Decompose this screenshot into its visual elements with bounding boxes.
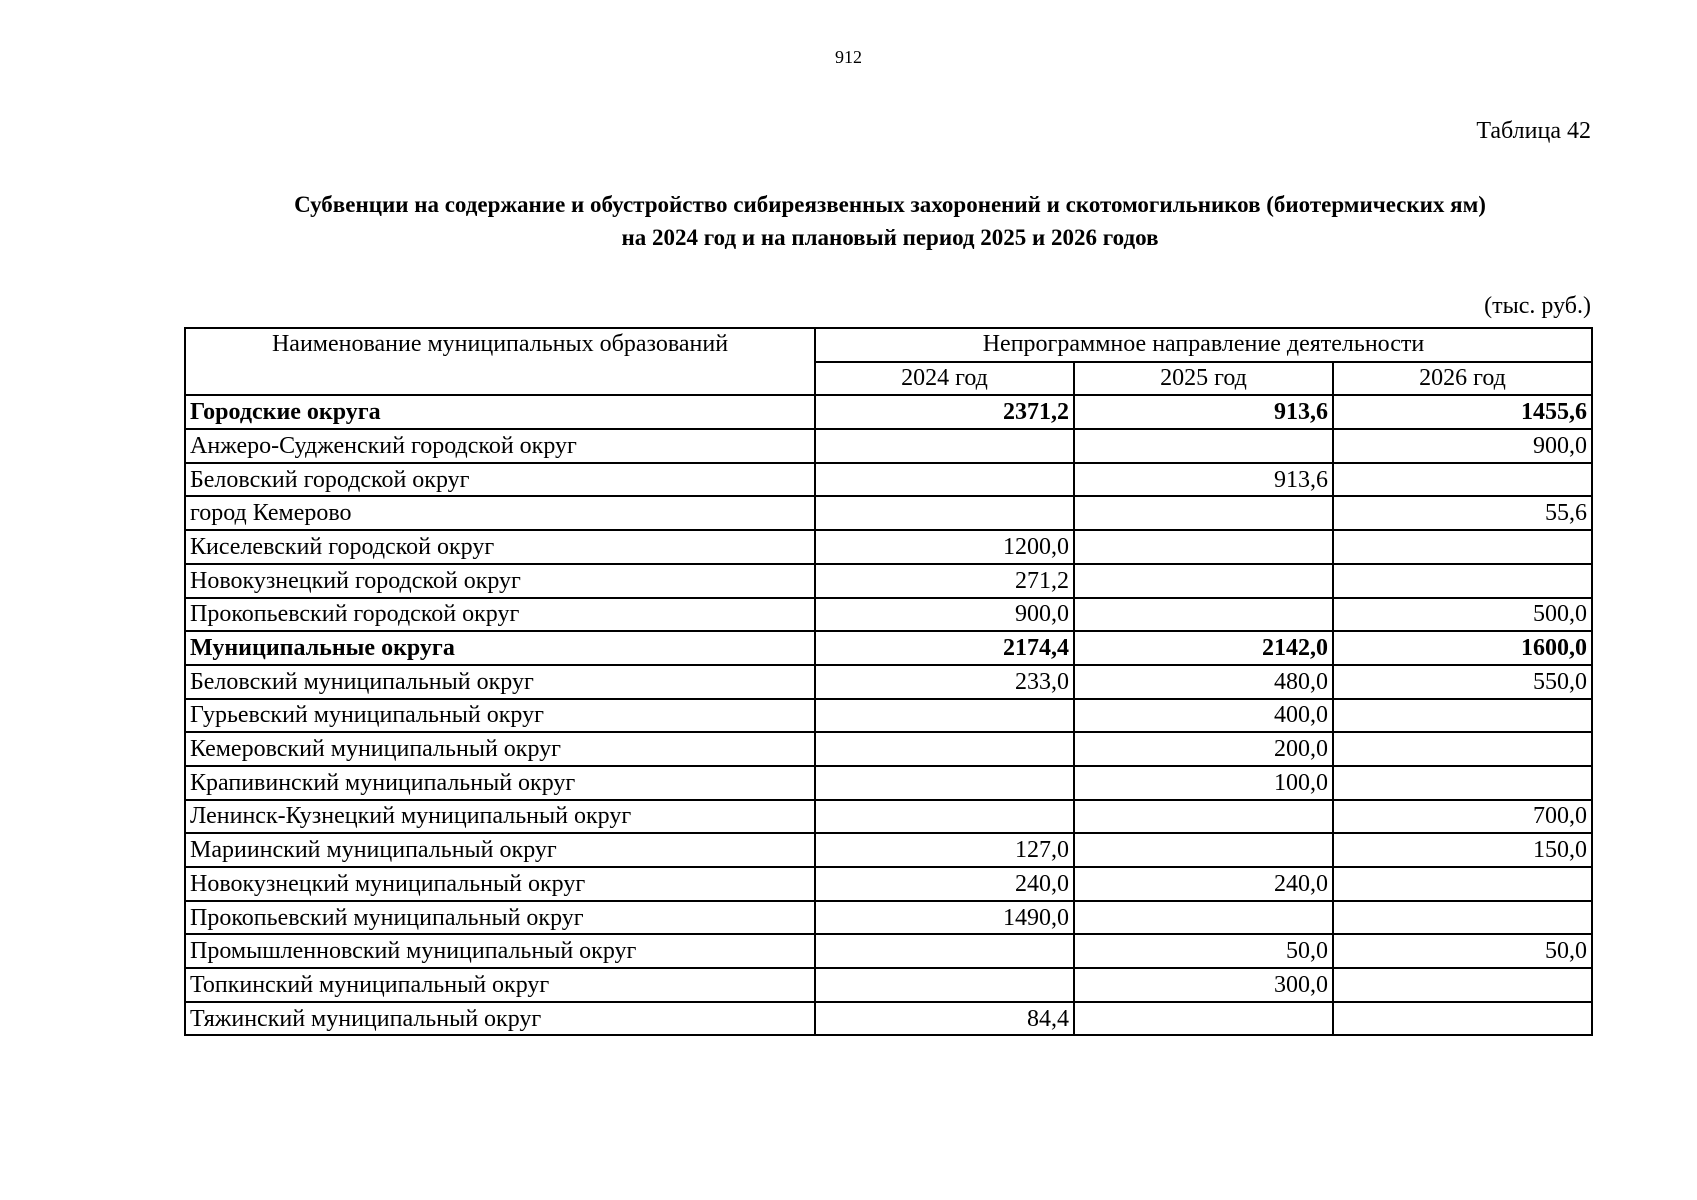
table-group-row bbox=[185, 395, 1592, 429]
row-name-cell: Новокузнецкий муниципальный округ bbox=[185, 867, 815, 901]
table-row bbox=[185, 530, 1592, 564]
row-value-2024: 271,2 bbox=[815, 564, 1074, 598]
title-line-1: Субвенции на содержание и обустройство сибиреязвенных захоронений и скотомогильников (биотермических ям) bbox=[294, 192, 1486, 217]
row-value-2026: 1600,0 bbox=[1333, 631, 1592, 665]
table-row bbox=[185, 598, 1592, 632]
row-value-2025: 480,0 bbox=[1074, 665, 1333, 699]
page-number: 912 bbox=[835, 47, 862, 67]
row-value-2025: 240,0 bbox=[1074, 867, 1333, 901]
row-value-2024 bbox=[815, 766, 1074, 800]
row-name-cell: Мариинский муниципальный округ bbox=[185, 833, 815, 867]
table-row bbox=[185, 564, 1592, 598]
row-name-cell: Прокопьевский городской округ bbox=[185, 598, 815, 632]
table-body bbox=[185, 395, 1592, 1035]
row-value-2024 bbox=[815, 934, 1074, 968]
row-value-2024 bbox=[815, 800, 1074, 834]
row-name-cell: Тяжинский муниципальный округ bbox=[185, 1002, 815, 1036]
row-value-2025: 100,0 bbox=[1074, 766, 1333, 800]
table-row bbox=[185, 1002, 1592, 1036]
row-value-2024: 2371,2 bbox=[815, 395, 1074, 429]
row-value-2026 bbox=[1333, 463, 1592, 497]
table-row bbox=[185, 665, 1592, 699]
row-value-2024 bbox=[815, 968, 1074, 1002]
row-value-2026: 55,6 bbox=[1333, 496, 1592, 530]
table-row bbox=[185, 766, 1592, 800]
row-name-cell: Новокузнецкий городской округ bbox=[185, 564, 815, 598]
row-value-2026 bbox=[1333, 530, 1592, 564]
row-value-2026: 1455,6 bbox=[1333, 395, 1592, 429]
row-value-2026: 700,0 bbox=[1333, 800, 1592, 834]
row-value-2025: 913,6 bbox=[1074, 463, 1333, 497]
table-header bbox=[185, 328, 1592, 395]
row-value-2025 bbox=[1074, 833, 1333, 867]
row-value-2025 bbox=[1074, 564, 1333, 598]
table-row bbox=[185, 496, 1592, 530]
table-row bbox=[185, 699, 1592, 733]
row-name-cell: Крапивинский муниципальный округ bbox=[185, 766, 815, 800]
row-value-2026 bbox=[1333, 766, 1592, 800]
row-value-2024: 900,0 bbox=[815, 598, 1074, 632]
row-value-2025: 200,0 bbox=[1074, 732, 1333, 766]
row-value-2024: 2174,4 bbox=[815, 631, 1074, 665]
table-row bbox=[185, 800, 1592, 834]
table-row bbox=[185, 463, 1592, 497]
row-name-cell: Киселевский городской округ bbox=[185, 530, 815, 564]
table-row bbox=[185, 901, 1592, 935]
row-value-2025 bbox=[1074, 429, 1333, 463]
row-value-2025: 50,0 bbox=[1074, 934, 1333, 968]
row-name-cell: Прокопьевский муниципальный округ bbox=[185, 901, 815, 935]
row-name-cell: Беловский муниципальный округ bbox=[185, 665, 815, 699]
row-name-cell: Беловский городской округ bbox=[185, 463, 815, 497]
document-title bbox=[150, 188, 1630, 254]
row-value-2024: 240,0 bbox=[815, 867, 1074, 901]
row-name-cell: Ленинск-Кузнецкий муниципальный округ bbox=[185, 800, 815, 834]
row-value-2025 bbox=[1074, 901, 1333, 935]
row-value-2024 bbox=[815, 496, 1074, 530]
table-row bbox=[185, 934, 1592, 968]
row-value-2026: 550,0 bbox=[1333, 665, 1592, 699]
title-line-2: на 2024 год и на плановый период 2025 и 2026 годов bbox=[621, 225, 1159, 250]
row-value-2026 bbox=[1333, 699, 1592, 733]
header-group-column: Непрограммное направление деятельности bbox=[815, 328, 1592, 362]
row-name-cell: Топкинский муниципальный округ bbox=[185, 968, 815, 1002]
units-label: (тыс. руб.) bbox=[1484, 293, 1591, 319]
row-value-2025 bbox=[1074, 598, 1333, 632]
row-value-2024: 233,0 bbox=[815, 665, 1074, 699]
row-value-2026 bbox=[1333, 901, 1592, 935]
row-value-2024 bbox=[815, 732, 1074, 766]
row-value-2026: 50,0 bbox=[1333, 934, 1592, 968]
row-value-2025 bbox=[1074, 800, 1333, 834]
table-group-row bbox=[185, 631, 1592, 665]
row-value-2026 bbox=[1333, 968, 1592, 1002]
row-value-2025: 400,0 bbox=[1074, 699, 1333, 733]
row-value-2026 bbox=[1333, 732, 1592, 766]
header-year-2026: 2026 год bbox=[1333, 362, 1592, 396]
table-row bbox=[185, 867, 1592, 901]
row-value-2026: 150,0 bbox=[1333, 833, 1592, 867]
row-name-cell: Городские округа bbox=[185, 395, 815, 429]
row-value-2024 bbox=[815, 429, 1074, 463]
row-name-cell: Гурьевский муниципальный округ bbox=[185, 699, 815, 733]
subsidy-table bbox=[184, 327, 1593, 1036]
row-value-2025: 2142,0 bbox=[1074, 631, 1333, 665]
row-value-2024 bbox=[815, 699, 1074, 733]
header-year-2024: 2024 год bbox=[815, 362, 1074, 396]
table-row bbox=[185, 833, 1592, 867]
row-value-2025 bbox=[1074, 1002, 1333, 1036]
row-value-2026 bbox=[1333, 564, 1592, 598]
row-value-2024: 127,0 bbox=[815, 833, 1074, 867]
row-name-cell: Муниципальные округа bbox=[185, 631, 815, 665]
row-value-2026: 900,0 bbox=[1333, 429, 1592, 463]
row-value-2024: 1200,0 bbox=[815, 530, 1074, 564]
row-value-2026 bbox=[1333, 1002, 1592, 1036]
row-name-cell: город Кемерово bbox=[185, 496, 815, 530]
row-value-2026: 500,0 bbox=[1333, 598, 1592, 632]
table-row bbox=[185, 968, 1592, 1002]
row-name-cell: Анжеро-Судженский городской округ bbox=[185, 429, 815, 463]
table-label: Таблица 42 bbox=[1476, 118, 1591, 144]
table-row bbox=[185, 732, 1592, 766]
row-value-2025 bbox=[1074, 496, 1333, 530]
row-value-2024 bbox=[815, 463, 1074, 497]
row-value-2025 bbox=[1074, 530, 1333, 564]
row-value-2025: 300,0 bbox=[1074, 968, 1333, 1002]
row-value-2024: 84,4 bbox=[815, 1002, 1074, 1036]
row-value-2026 bbox=[1333, 867, 1592, 901]
header-name-column: Наименование муниципальных образований bbox=[185, 328, 815, 395]
row-name-cell: Промышленновский муниципальный округ bbox=[185, 934, 815, 968]
row-value-2025: 913,6 bbox=[1074, 395, 1333, 429]
row-name-cell: Кемеровский муниципальный округ bbox=[185, 732, 815, 766]
table-row bbox=[185, 429, 1592, 463]
header-year-2025: 2025 год bbox=[1074, 362, 1333, 396]
row-value-2024: 1490,0 bbox=[815, 901, 1074, 935]
